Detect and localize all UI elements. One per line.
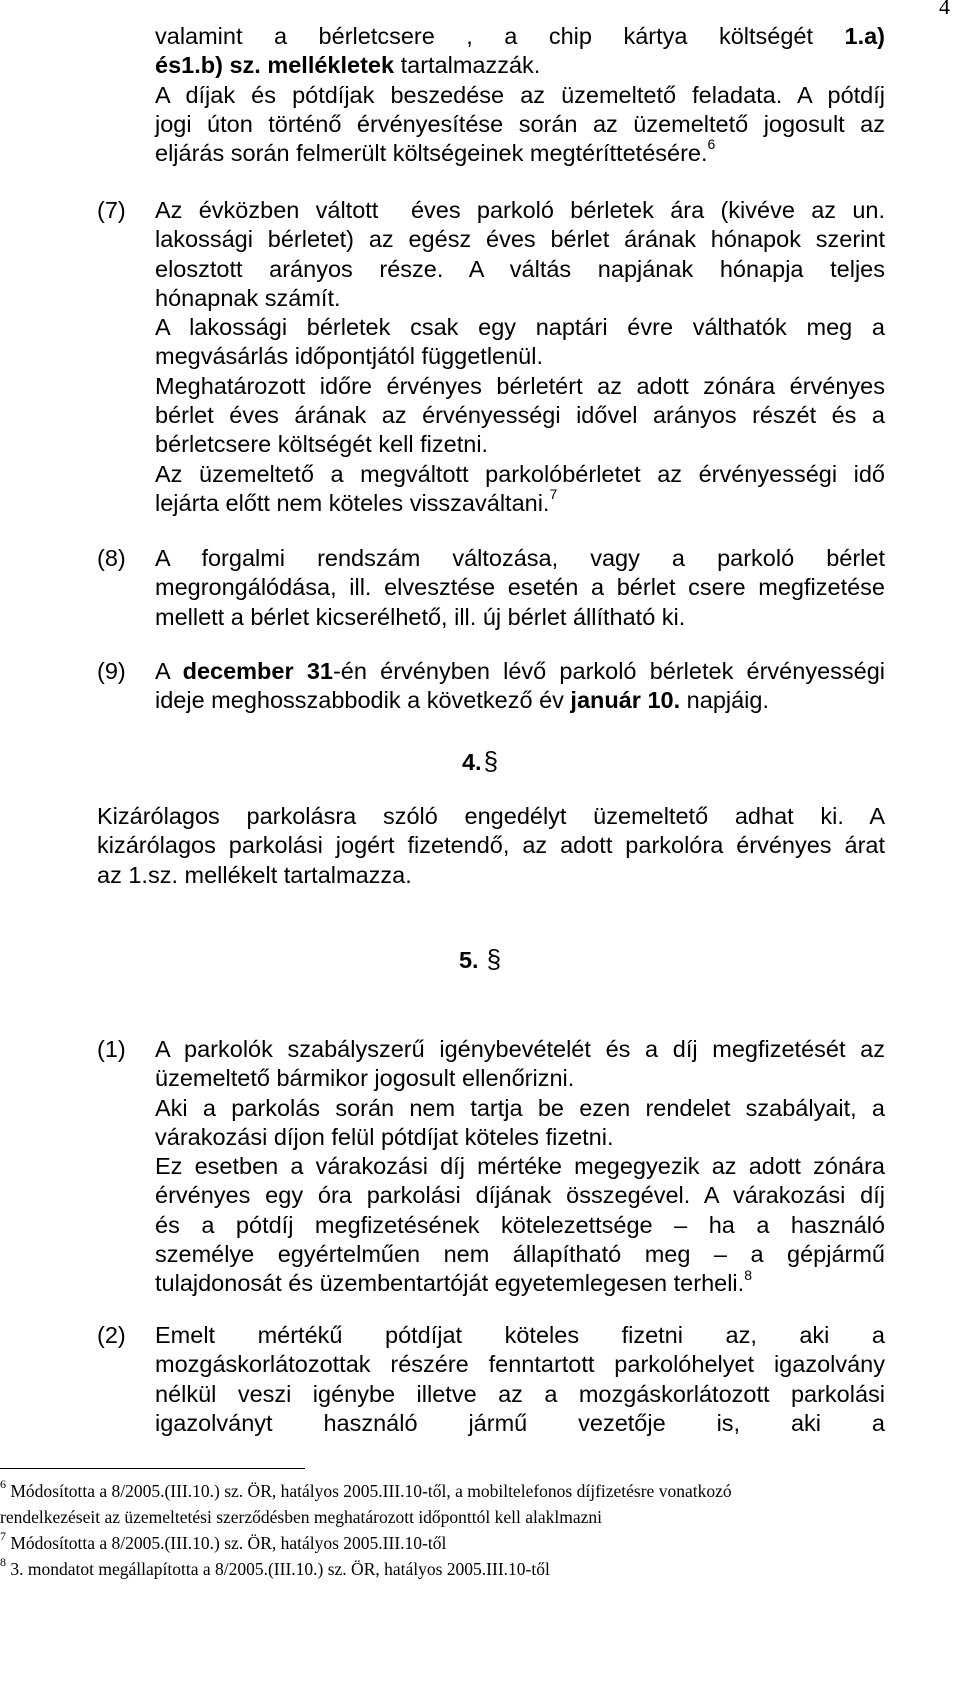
text-line: személye egyértelműen nem állapítható meg – a gépjármű — [155, 1241, 885, 1268]
text-line — [155, 657, 885, 686]
paragraph-7 — [155, 196, 885, 518]
footnote-number: 8 — [0, 1555, 6, 1570]
text-line: érvényes egy óra parkolási díjának összegével. A várakozási díj — [155, 1182, 885, 1209]
page-number: 4 — [939, 0, 950, 19]
text-span: lejárta előtt nem köteles visszaváltani. — [155, 489, 550, 516]
text-line: A díjak és pótdíjak beszedése az üzemeltető feladata. A pótdíj — [155, 81, 885, 108]
section-symbol: § — [483, 746, 499, 776]
section-heading-4 — [0, 746, 960, 777]
footnote — [0, 1556, 960, 1582]
text-line — [155, 1266, 885, 1298]
text-line: A forgalmi rendszám változása, vagy a parkoló bérlet — [155, 545, 885, 571]
text-line — [155, 22, 885, 51]
text-line: igazolványt használó jármű vezetője is, aki a — [155, 1409, 885, 1436]
paragraph-5-2 — [155, 1321, 885, 1438]
text-line: üzemeltető bármikor jogosult ellenőrizni. — [155, 1065, 575, 1092]
text-line: Aki a parkolás során nem tartja be ezen rendelet szabályait, a — [155, 1094, 885, 1121]
text-line: és a pótdíj megfizetésének kötelezettsége – ha a használó — [155, 1211, 885, 1238]
text-line: jogi úton történő érvényesítése során az üzemeltető jogosult az — [155, 110, 885, 137]
text-line: Meghatározott időre érvényes bérletért az adott zónára érvényes — [155, 372, 885, 399]
text-span: tartalmazzák. — [394, 52, 541, 79]
section-number: 4. — [461, 749, 482, 775]
text-line: A parkolók szabályszerű igénybevételét és a díj megfizetését az — [155, 1036, 885, 1062]
footnotes — [0, 1478, 960, 1582]
text-line — [155, 686, 885, 715]
text-line: kizárólagos parkolási jogért fizetendő, az adott parkolóra érvényes árat — [97, 832, 885, 859]
section-heading-5 — [0, 944, 960, 975]
text-line: bérletcsere költségét kell fizetni. — [155, 431, 489, 458]
text-line: az 1.sz. mellékelt tartalmazza. — [97, 861, 412, 888]
bold-date: január 10. — [570, 687, 681, 714]
text-line: mellett a bérlet kicserélhető, ill. új bérlet állítható ki. — [155, 603, 686, 630]
text-line: elosztott arányos része. A váltás napjának hónapja teljes — [155, 255, 885, 282]
paragraph-number: (2) — [97, 1322, 126, 1348]
text-span: napjáig. — [680, 687, 770, 714]
intro-paragraph — [155, 22, 885, 168]
footnote-ref: 8 — [744, 1266, 752, 1283]
text-line: A lakossági bérletek csak egy naptári évre válthatók meg a — [155, 314, 885, 341]
text-line: lakossági bérletet) az egész éves bérlet árának hónapok szerint — [155, 226, 885, 253]
paragraph-number: (9) — [97, 658, 126, 684]
text-span: A — [155, 658, 183, 684]
footnote-text: rendelkezéseit az üzemeltetési szerződésben meghatározott időponttól kell alaklmazni — [0, 1507, 603, 1527]
footnote-text: Módosította a 8/2005.(III.10.) sz. ÖR, hatályos 2005.III.10-től, a mobiltelefonos díjfizetésre vonatkozó — [6, 1481, 732, 1501]
text-line: várakozási díjon felül pótdíjat köteles fizetni. — [155, 1123, 614, 1150]
section-4-text — [97, 802, 885, 890]
paragraph-number: (8) — [97, 545, 126, 571]
paragraph-8 — [155, 544, 885, 632]
text-line: megrongálódása, ill. elvesztése esetén a bérlet csere megfizetése — [155, 574, 885, 601]
text-line: hónapnak számít. — [155, 284, 341, 311]
footnote-ref: 7 — [549, 486, 558, 503]
footnote-number: 7 — [0, 1529, 6, 1544]
bold-ref: és1.b) sz. mellékletek — [155, 52, 395, 79]
text-span: -én érvényben lévő parkoló bérletek érvényességi — [332, 658, 885, 684]
text-line — [155, 51, 885, 80]
section-symbol: § — [486, 944, 502, 974]
text-line: nélkül veszi igénybe illetve az a mozgáskorlátozott parkolási — [155, 1380, 885, 1407]
text-line: Az üzemeltető a megváltott parkolóbérletet az érvényességi idő — [155, 460, 885, 487]
footnote-number: 6 — [0, 1477, 6, 1492]
paragraph-9 — [155, 657, 885, 716]
text-line: Az évközben váltott éves parkoló bérletek ára (kivéve az un. — [155, 197, 885, 223]
footnote — [0, 1530, 960, 1556]
bold-date: december 31 — [182, 658, 333, 684]
bold-ref: 1.a) — [844, 23, 885, 49]
text-line — [155, 486, 885, 518]
section-number: 5. — [458, 947, 479, 973]
text-line: Kizárólagos parkolásra szóló engedélyt üzemeltető adhat ki. A — [97, 803, 885, 829]
text-line: bérlet éves árának az érvényességi idővel arányos részét és a — [155, 402, 885, 429]
text-line — [155, 136, 885, 168]
footnote-text: Módosította a 8/2005.(III.10.) sz. ÖR, hatályos 2005.III.10-től — [6, 1533, 447, 1553]
footnote — [0, 1478, 960, 1504]
footnote-text: 3. mondatot megállapította a 8/2005.(III.10.) sz. ÖR, hatályos 2005.III.10-től — [6, 1559, 550, 1579]
text-line: megvásárlás időpontjától függetlenül. — [155, 343, 544, 370]
paragraph-number: (7) — [97, 197, 126, 223]
text-line: mozgáskorlátozottak részére fenntartott parkolóhelyet igazolvány — [155, 1351, 885, 1378]
text-span: valamint a bérletcsere , a chip kártya költségét — [155, 23, 845, 49]
text-span: eljárás során felmerült költségeinek megtéríttetésére. — [155, 140, 708, 167]
footnote-separator — [0, 1468, 305, 1469]
paragraph-5-1 — [155, 1035, 885, 1299]
text-line: Emelt mértékű pótdíjat köteles fizetni az, aki a — [155, 1322, 885, 1348]
text-span: ideje meghosszabbodik a következő év — [155, 687, 571, 714]
footnote-ref: 6 — [707, 136, 716, 153]
text-line: Ez esetben a várakozási díj mértéke megegyezik az adott zónára — [155, 1153, 885, 1180]
paragraph-number: (1) — [97, 1036, 126, 1062]
footnote — [0, 1504, 960, 1530]
text-span: tulajdonosát és üzembentartóját egyetemlegesen terheli. — [155, 1270, 745, 1297]
